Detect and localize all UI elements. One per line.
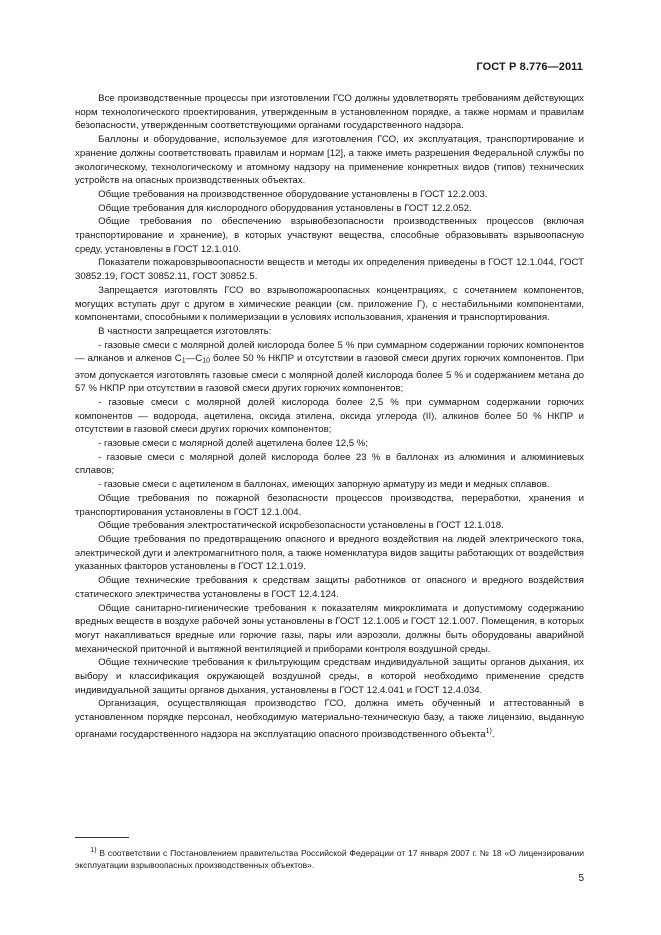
document-id: ГОСТ Р 8.776—2011 xyxy=(476,61,583,73)
paragraph: Организация, осуществляющая производство ГСО, должна иметь обученный и аттестованный в установленном порядке персонал, необходимую материально-техническую базу, а также лицензию, выданную органами государственного надзора на эксплуатацию опасного производственного объекта$^{1)}$. xyxy=(75,698,584,740)
paragraph: Общие требования на производственное оборудование установлены в ГОСТ 12.2.003. xyxy=(98,188,488,200)
page-number: 5 xyxy=(578,873,584,884)
paragraph: Общие требования по обеспечению взрывобезопасности производственных процессов (включая транспортирование и хранение), в которых участвуют вещества, способные образовывать взрывоопасную среду, установлены в ГОСТ 12.1.010. xyxy=(75,216,584,255)
list-item: - газовые смеси с молярной долей кислорода более 2,5 % при суммарном содержании горючих компонентов — водорода, ацетилена, оксида этилена, оксида углерода (II), алкинов более 50 % НКПР и отсутствии в газовой смеси других горючих компонентов; xyxy=(75,396,584,436)
paragraph: Все производственные процессы при изготовлении ГСО должны удовлетворять требованиям действующих норм технологического проектирования, утвержденным в установленном порядке, а также нормам и правилам безопасности, утвержденным соответствующими органами государственного надзора. xyxy=(75,93,584,132)
paragraph: Общие требования по предотвращению опасного и вредного воздействия на людей электрического тока, электрической дуги и электромагнитного поля, а также номенклатура видов защиты работающих от воздействия указанных факторов установлены в ГОСТ 12.1.019. xyxy=(75,534,584,573)
paragraph: Общие технические требования к фильтрующим средствам индивидуальной защиты органов дыхания, их выбору и классификация окружающей воздушной среды, в которой необходимо применение средств индивидуальной защиты органов дыхания, установлены в ГОСТ 12.4.041 и ГОСТ 12.4.034. xyxy=(75,657,584,696)
paragraph: Показатели пожаровзрывоопасности веществ и методы их определения приведены в ГОСТ 12.1.044, ГОСТ 30852.19, ГОСТ 30852.11, ГОСТ 30852.5. xyxy=(75,257,584,283)
footnote: $^{1)}$ В соответствии с Постановлением правительства Российской Федерации от 17 января 2007 г. № 18 «О лицензировании эксплуатации взрывоопасных производственных объектов». xyxy=(75,847,584,870)
paragraph: Общие требования электростатической искробезопасности установлены в ГОСТ 12.1.018. xyxy=(98,520,504,532)
list-item: - газовые смеси с ацетиленом в баллонах, имеющих запорную арматуру из меди и медных сплавов. xyxy=(98,479,550,491)
paragraph: Баллоны и оборудование, используемое для изготовления ГСО, их эксплуатация, транспортирование и хранение должны соответствовать правилам и нормам [12], а также иметь разрешения Федеральной службы по экологическому, технологическому и атомному надзору на применение конкретных видов (типов) технических устройств на опасных производственных объектах. xyxy=(75,134,584,187)
paragraph: Общие санитарно-гигиенические требования к показателям микроклимата и допустимому содержанию вредных веществ в воздухе рабочей зоны установлены в ГОСТ 12.1.005 и ГОСТ 12.1.007. Помещения, в которых могут накапливаться вредные или горючие газы, пары или аэрозоли, должны быть оборудованы аварийной механической приточной и вытяжной вентиляцией и приборами контроля воздушной среды. xyxy=(75,602,584,655)
paragraph: В частности запрещается изготовлять: xyxy=(98,325,272,337)
list-item: - газовые смеси с молярной долей ацетилена более 12,5 %; xyxy=(98,438,369,450)
footnote-divider xyxy=(75,837,129,838)
paragraph: Общие требования по пожарной безопасности процессов производства, переработки, хранения и транспортирования установлены в ГОСТ 12.1.004. xyxy=(75,492,584,518)
body-text xyxy=(75,92,584,742)
list-item: - газовые смеси с молярной долей кислорода более 23 % в баллонах из алюминия и алюминиевых сплавов; xyxy=(75,451,584,477)
paragraph: Общие требования для кислородного оборудования установлены в ГОСТ 12.2.052. xyxy=(98,202,472,214)
paragraph: Общие технические требования к средствам защиты работников от опасного и вредного воздействия статического электричества установлены в ГОСТ 12.4.124. xyxy=(75,575,584,600)
footnote-marker: 1) xyxy=(485,727,492,735)
list-item: - газовые смеси с молярной долей кислорода более 5 % при суммарном содержании горючих компонентов — алканов и алкенов $C_1—C_{10}$ более 50 % НКПР и отсутствии в газовой смеси других горючих компонентов. При этом допускается изготовлять газовые смеси с молярной долей кислорода более 5 % и содержанием метана до 57 % НКПР при отсутствии в газовой смеси других горючих компонентов; xyxy=(75,339,584,395)
paragraph: Запрещается изготовлять ГСО во взрывопожароопасных концентрациях, с сочетанием компонентов, могущих вступать друг с другом в химические реакции (см. приложение Г), с нестабильными компонентами, компонентами, способными к полимеризации в условиях использования, хранения и транспортирования. xyxy=(75,284,584,324)
